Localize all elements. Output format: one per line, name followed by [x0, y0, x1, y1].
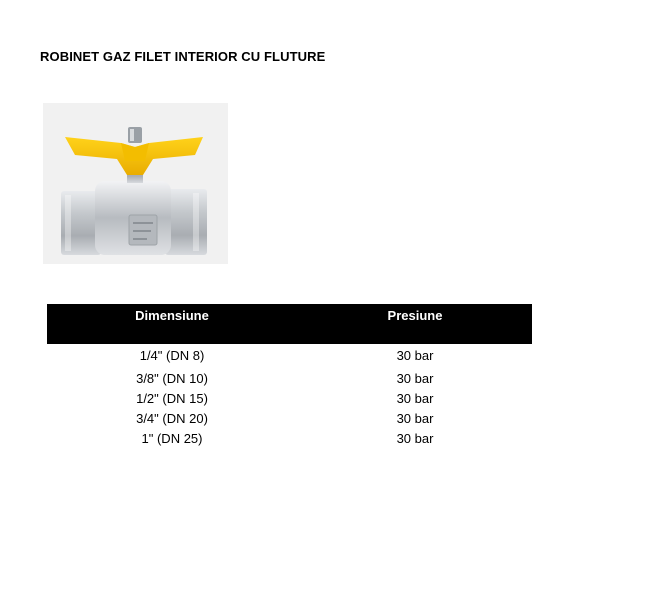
table-row [47, 371, 532, 389]
header-dimensiune: Dimensiune [135, 308, 209, 323]
product-image [43, 103, 228, 264]
pressure-cell: 30 bar [396, 391, 434, 406]
header-presiune: Presiune [387, 308, 443, 323]
pressure-cell: 30 bar [396, 431, 434, 446]
size-cell: 1/4" (DN 8) [139, 348, 205, 363]
size-cell: 3/4" (DN 20) [136, 411, 208, 426]
spec-table [47, 304, 532, 446]
page-title: ROBINET GAZ FILET INTERIOR CU FLUTURE [40, 49, 326, 64]
size-cell: 1" (DN 25) [141, 431, 203, 446]
pressure-cell: 30 bar [396, 371, 434, 386]
size-cell: 3/8" (DN 10) [136, 371, 208, 386]
table-header [47, 304, 532, 344]
table-row [47, 431, 532, 449]
table-row [47, 411, 532, 429]
table-row [47, 348, 532, 366]
table-row [47, 391, 532, 409]
pressure-cell: 30 bar [396, 348, 434, 363]
pressure-cell: 30 bar [396, 411, 434, 426]
ball-valve-icon [43, 103, 228, 264]
size-cell: 1/2" (DN 15) [136, 391, 208, 406]
